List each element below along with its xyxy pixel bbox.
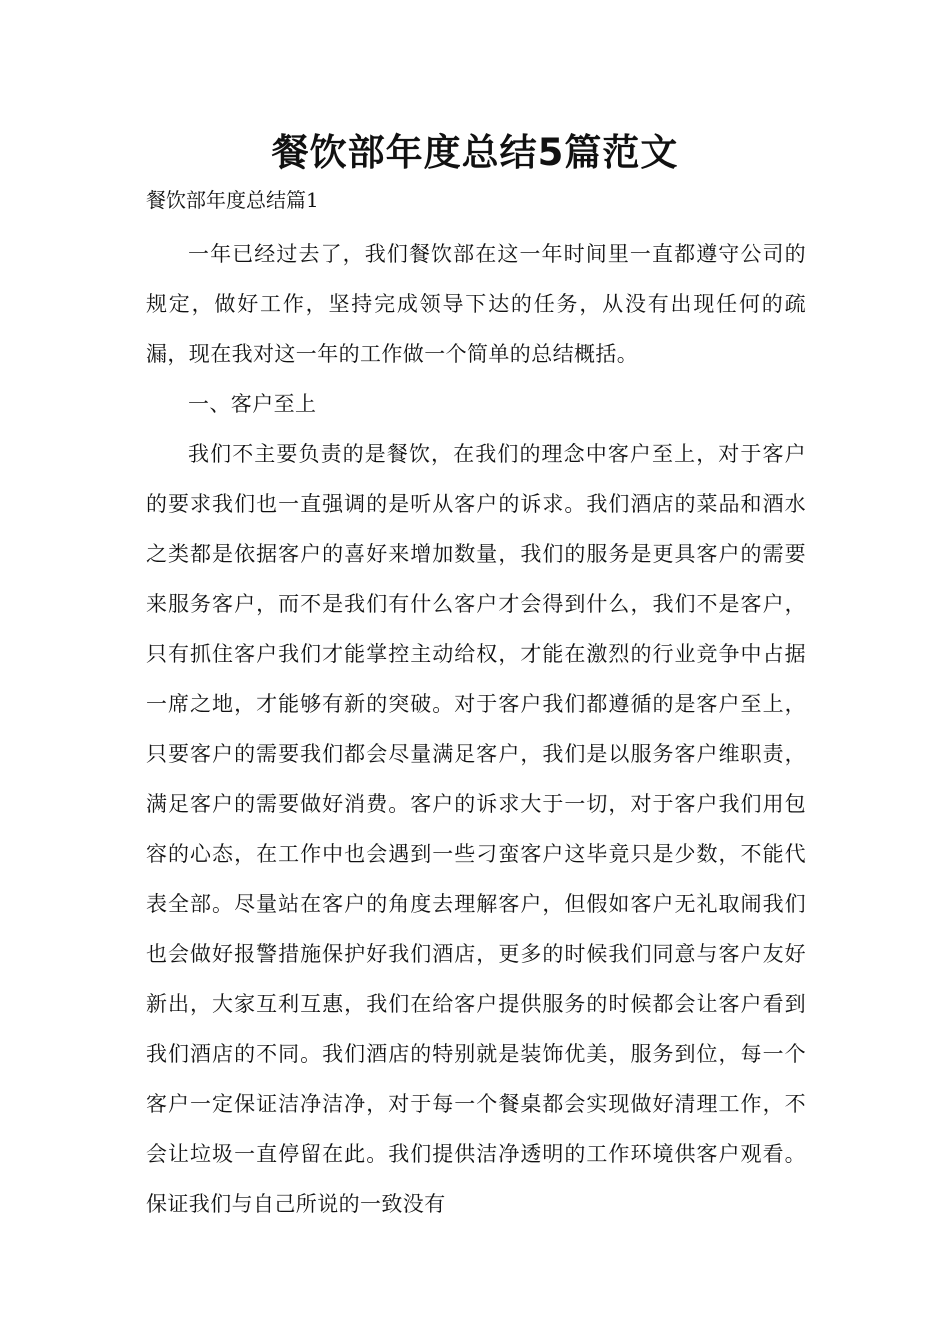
paragraph-intro: 一年已经过去了，我们餐饮部在这一年时间里一直都遵守公司的规定，做好工作，坚持完成领导下达的任务，从没有出现任何的疏漏，现在我对这一年的工作做一个简单的总结概括。 (146, 242, 806, 366)
document-title: 餐饮部年度总结5篇范文 (271, 131, 679, 174)
section-heading: 一、客户至上 (188, 392, 317, 416)
paragraph-body: 我们不主要负责的是餐饮，在我们的理念中客户至上，对于客户的要求我们也一直强调的是听从客户的诉求。我们酒店的菜品和酒水之类都是依据客户的喜好来增加数量，我们的服务是更具客户的需要来服务客户，而不是我们有什么客户才会得到什么，我们不是客户，只有抓住客户我们才能掌控主动给权，才能在激烈的行业竞争中占据一席之地，才能够有新的突破。对于客户我们都遵循的是客户至上，只要客户的需要我们都会尽量满足客户，我们是以服务客户维职责，满足客户的需要做好消费。客户的诉求大于一切，对于客户我们用包容的心态，在工作中也会遇到一些刁蛮客户这毕竟只是少数，不能代表全部。尽量站在客户的角度去理解客户，但假如客户无礼取闹我们也会做好报警措施保护好我们酒店，更多的时候我们同意与客户友好新出，大家互利互惠，我们在给客户提供服务的时候都会让客户看到我们酒店的不同。我们酒店的特别就是装饰优美，服务到位，每一个客户一定保证洁净洁净，对于每一个餐桌都会实现做好清理工作，不会让垃圾一直停留在此。我们提供洁净透明的工作环境供客户观看。保证我们与自己所说的一致没有 (146, 442, 806, 1216)
document-body (146, 229, 806, 1229)
document-subtitle: 餐饮部年度总结篇1 (146, 188, 319, 212)
